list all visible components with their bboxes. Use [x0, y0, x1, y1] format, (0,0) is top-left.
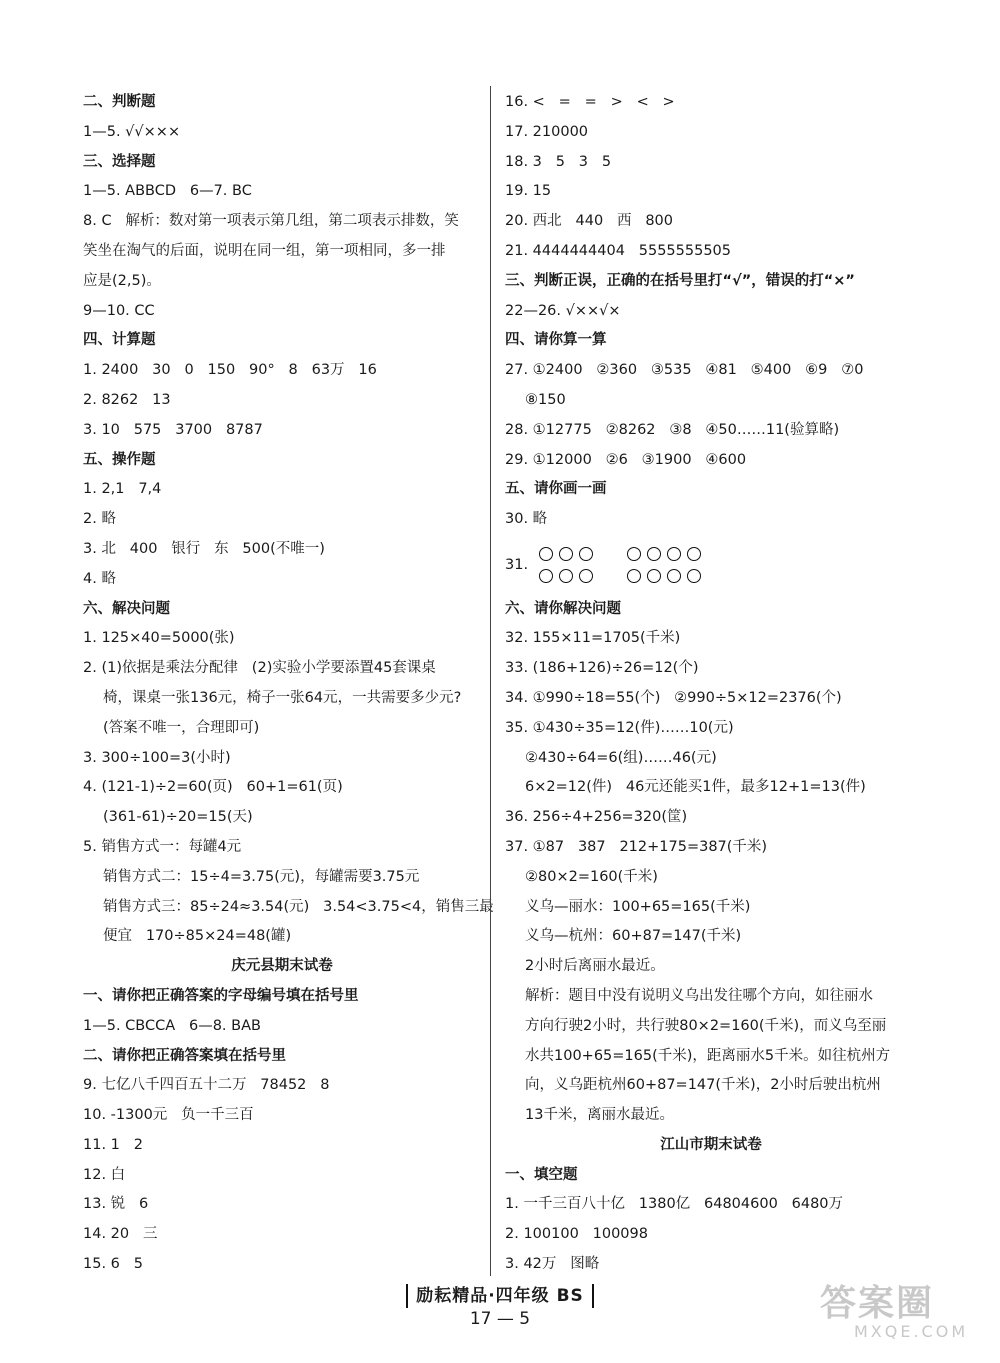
circle-shape: [667, 569, 681, 583]
section-heading: 四、请你算一算: [505, 332, 607, 349]
answer-line: 21. 4444444404 5555555505: [505, 242, 732, 259]
answer-line: 32. 155×11=1705(千米): [505, 630, 681, 647]
page-number: 17 — 5: [469, 1309, 531, 1329]
answer-line: 笑坐在淘气的后面，说明在同一组，第一项相同，多一排: [83, 242, 446, 259]
circle-shape: [647, 569, 661, 583]
section-heading: 一、请你把正确答案的字母编号填在括号里: [83, 987, 359, 1004]
section-heading: 六、请你解决问题: [505, 600, 621, 617]
circle-shape: [647, 547, 661, 561]
answer-line: 13. 锐 6: [83, 1196, 149, 1213]
answer-line: 30. 略: [505, 511, 548, 528]
answer-line: 解析：题目中没有说明义乌出发往哪个方向，如往丽水: [525, 987, 873, 1004]
circle-shape: [539, 547, 553, 561]
answer-line: 销售方式二：15÷4=3.75(元)，每罐需要3.75元: [103, 868, 420, 885]
circle-shape: [539, 569, 553, 583]
answer-line-circles: [505, 535, 917, 595]
circle-shape: [627, 547, 641, 561]
left-column: [83, 88, 494, 1280]
answer-line: 方向行驶2小时，共行驶80×2=160(千米)，而义乌至丽: [525, 1017, 887, 1034]
section-heading: 二、请你把正确答案填在括号里: [83, 1047, 286, 1064]
answer-line: 便宜 170÷85×24=48(罐): [103, 928, 292, 945]
right-column: [505, 88, 917, 1280]
answer-line: 15. 6 5: [83, 1256, 143, 1273]
answer-line: 义乌—丽水：100+65=165(千米): [525, 898, 751, 915]
exam-title: 江山市期末试卷: [660, 1136, 762, 1153]
answer-line: 22—26. √××√×: [505, 302, 621, 319]
answer-line: 水共100+65=165(千米)，距离丽水5千米。如往杭州方: [525, 1047, 891, 1064]
answer-line: 1—5. √√×××: [83, 123, 181, 140]
answer-line: 4. (121-1)÷2=60(页) 60+1=61(页): [83, 779, 343, 796]
answer-label: 31.: [505, 556, 529, 573]
circle-shape: [687, 547, 701, 561]
answer-line: 17. 210000: [505, 123, 589, 140]
section-heading: 六、解决问题: [83, 600, 170, 617]
section-heading: 二、判断题: [83, 94, 156, 110]
answer-line: 6×2=12(件) 46元还能买1件，最多12+1=13(件): [525, 779, 866, 796]
circle-shape: [579, 547, 593, 561]
answer-line: 9—10. CC: [83, 302, 155, 319]
column-divider: [490, 86, 491, 1276]
section-heading: 一、填空题: [505, 1166, 578, 1183]
answer-line: 2小时后离丽水最近。: [525, 958, 665, 975]
answer-line: 3. 42万 图略: [505, 1256, 600, 1273]
section-heading: 五、请你画一画: [505, 481, 607, 498]
answer-line: (361-61)÷20=15(天): [103, 809, 253, 826]
answer-line: 3. 10 575 3700 8787: [83, 421, 263, 438]
circle-shape: [559, 569, 573, 583]
watermark-logo: [820, 1275, 1000, 1363]
answer-line: 20. 西北 440 西 800: [505, 213, 674, 230]
circle-shape: [687, 569, 701, 583]
answer-line: 18. 3 5 3 5: [505, 153, 612, 170]
answer-line: 33. (186+126)÷26=12(个): [505, 660, 699, 677]
answer-line: 35. ①430÷35=12(件)……10(元): [505, 719, 734, 736]
answer-line: 36. 256÷4+256=320(筐): [505, 809, 688, 826]
answer-line: 12. 白: [83, 1166, 126, 1183]
section-heading: 三、判断正误，正确的在括号里打“√”，错误的打“×”: [505, 272, 855, 289]
answer-line: 椅，课桌一张136元，椅子一张64元，一共需要多少元?: [103, 689, 462, 706]
answer-line: 1. 一千三百八十亿 1380亿 64804600 6480万: [505, 1196, 844, 1213]
answer-line: 义乌—杭州：60+87=147(千米): [525, 928, 742, 945]
answer-line: 10. -1300元 负一千三百: [83, 1107, 254, 1124]
answer-line: 2. 略: [83, 511, 116, 528]
answer-line: 2. 8262 13: [83, 391, 171, 408]
answer-line: 16. < = = > < >: [505, 94, 675, 110]
answer-line: 9. 七亿八千四百五十二万 78452 8: [83, 1077, 330, 1094]
answer-line: 14. 20 三: [83, 1226, 158, 1243]
circle-shape: [627, 569, 641, 583]
watermark-text-top: 答案圈: [820, 1283, 935, 1324]
answer-line: 4. 略: [83, 570, 116, 587]
answer-line: ②80×2=160(千米): [525, 868, 658, 885]
circle-shape: [667, 547, 681, 561]
answer-line: 3. 北 400 银行 东 500(不唯一): [83, 540, 325, 557]
answer-line: 28. ①12775 ②8262 ③8 ④50……11(验算略): [505, 421, 840, 438]
exam-title: 庆元县期末试卷: [231, 958, 333, 975]
answer-line: 3. 300÷100=3(小时): [83, 749, 231, 766]
answer-line: ⑧150: [525, 391, 566, 408]
circle-shape: [559, 547, 573, 561]
answer-line: 向，义乌距杭州60+87=147(千米)，2小时后驶出杭州: [525, 1077, 881, 1094]
answer-line: 11. 1 2: [83, 1136, 143, 1153]
answer-line: 34. ①990÷18=55(个) ②990÷5×12=2376(个): [505, 689, 842, 706]
answer-line: 13千米，离丽水最近。: [525, 1107, 674, 1124]
answer-line: 1—5. ABBCD 6—7. BC: [83, 183, 252, 200]
section-heading: 四、计算题: [83, 332, 156, 349]
section-heading: 三、选择题: [83, 153, 156, 170]
watermark-text-bottom: MXQE.COM: [854, 1322, 969, 1341]
answer-line: 销售方式三：85÷24≈3.54(元) 3.54<3.75<4，销售三最: [103, 898, 494, 915]
answer-line: 19. 15: [505, 183, 552, 200]
answer-line: 2. 100100 100098: [505, 1226, 648, 1243]
answer-line: 8. C 解析：数对第一项表示第几组，第二项表示排数，笑: [83, 213, 459, 230]
answer-line: 29. ①12000 ②6 ③1900 ④600: [505, 451, 747, 468]
circle-shape: [579, 569, 593, 583]
footer-title-text: 励耘精品·四年级 BS: [406, 1284, 594, 1308]
answer-line: 1—5. CBCCA 6—8. BAB: [83, 1017, 261, 1034]
answer-line: 1. 2400 30 0 150 90° 8 63万 16: [83, 362, 377, 379]
answer-line: 2. (1)依据是乘法分配律 (2)实验小学要添置45套课桌: [83, 660, 436, 677]
answer-line: 27. ①2400 ②360 ③535 ④81 ⑤400 ⑥9 ⑦0: [505, 362, 864, 379]
answer-line: 5. 销售方式一：每罐4元: [83, 838, 242, 855]
section-heading: 五、操作题: [83, 451, 156, 468]
answer-line: ②430÷64=6(组)……46(元): [525, 749, 717, 766]
answer-line: 应是(2,5)。: [83, 272, 161, 289]
answer-line: 37. ①87 387 212+175=387(千米): [505, 838, 768, 855]
answer-line: 1. 125×40=5000(张): [83, 630, 235, 647]
answer-line: 1. 2,1 7,4: [83, 481, 162, 498]
answer-line: (答案不唯一，合理即可): [103, 719, 260, 736]
